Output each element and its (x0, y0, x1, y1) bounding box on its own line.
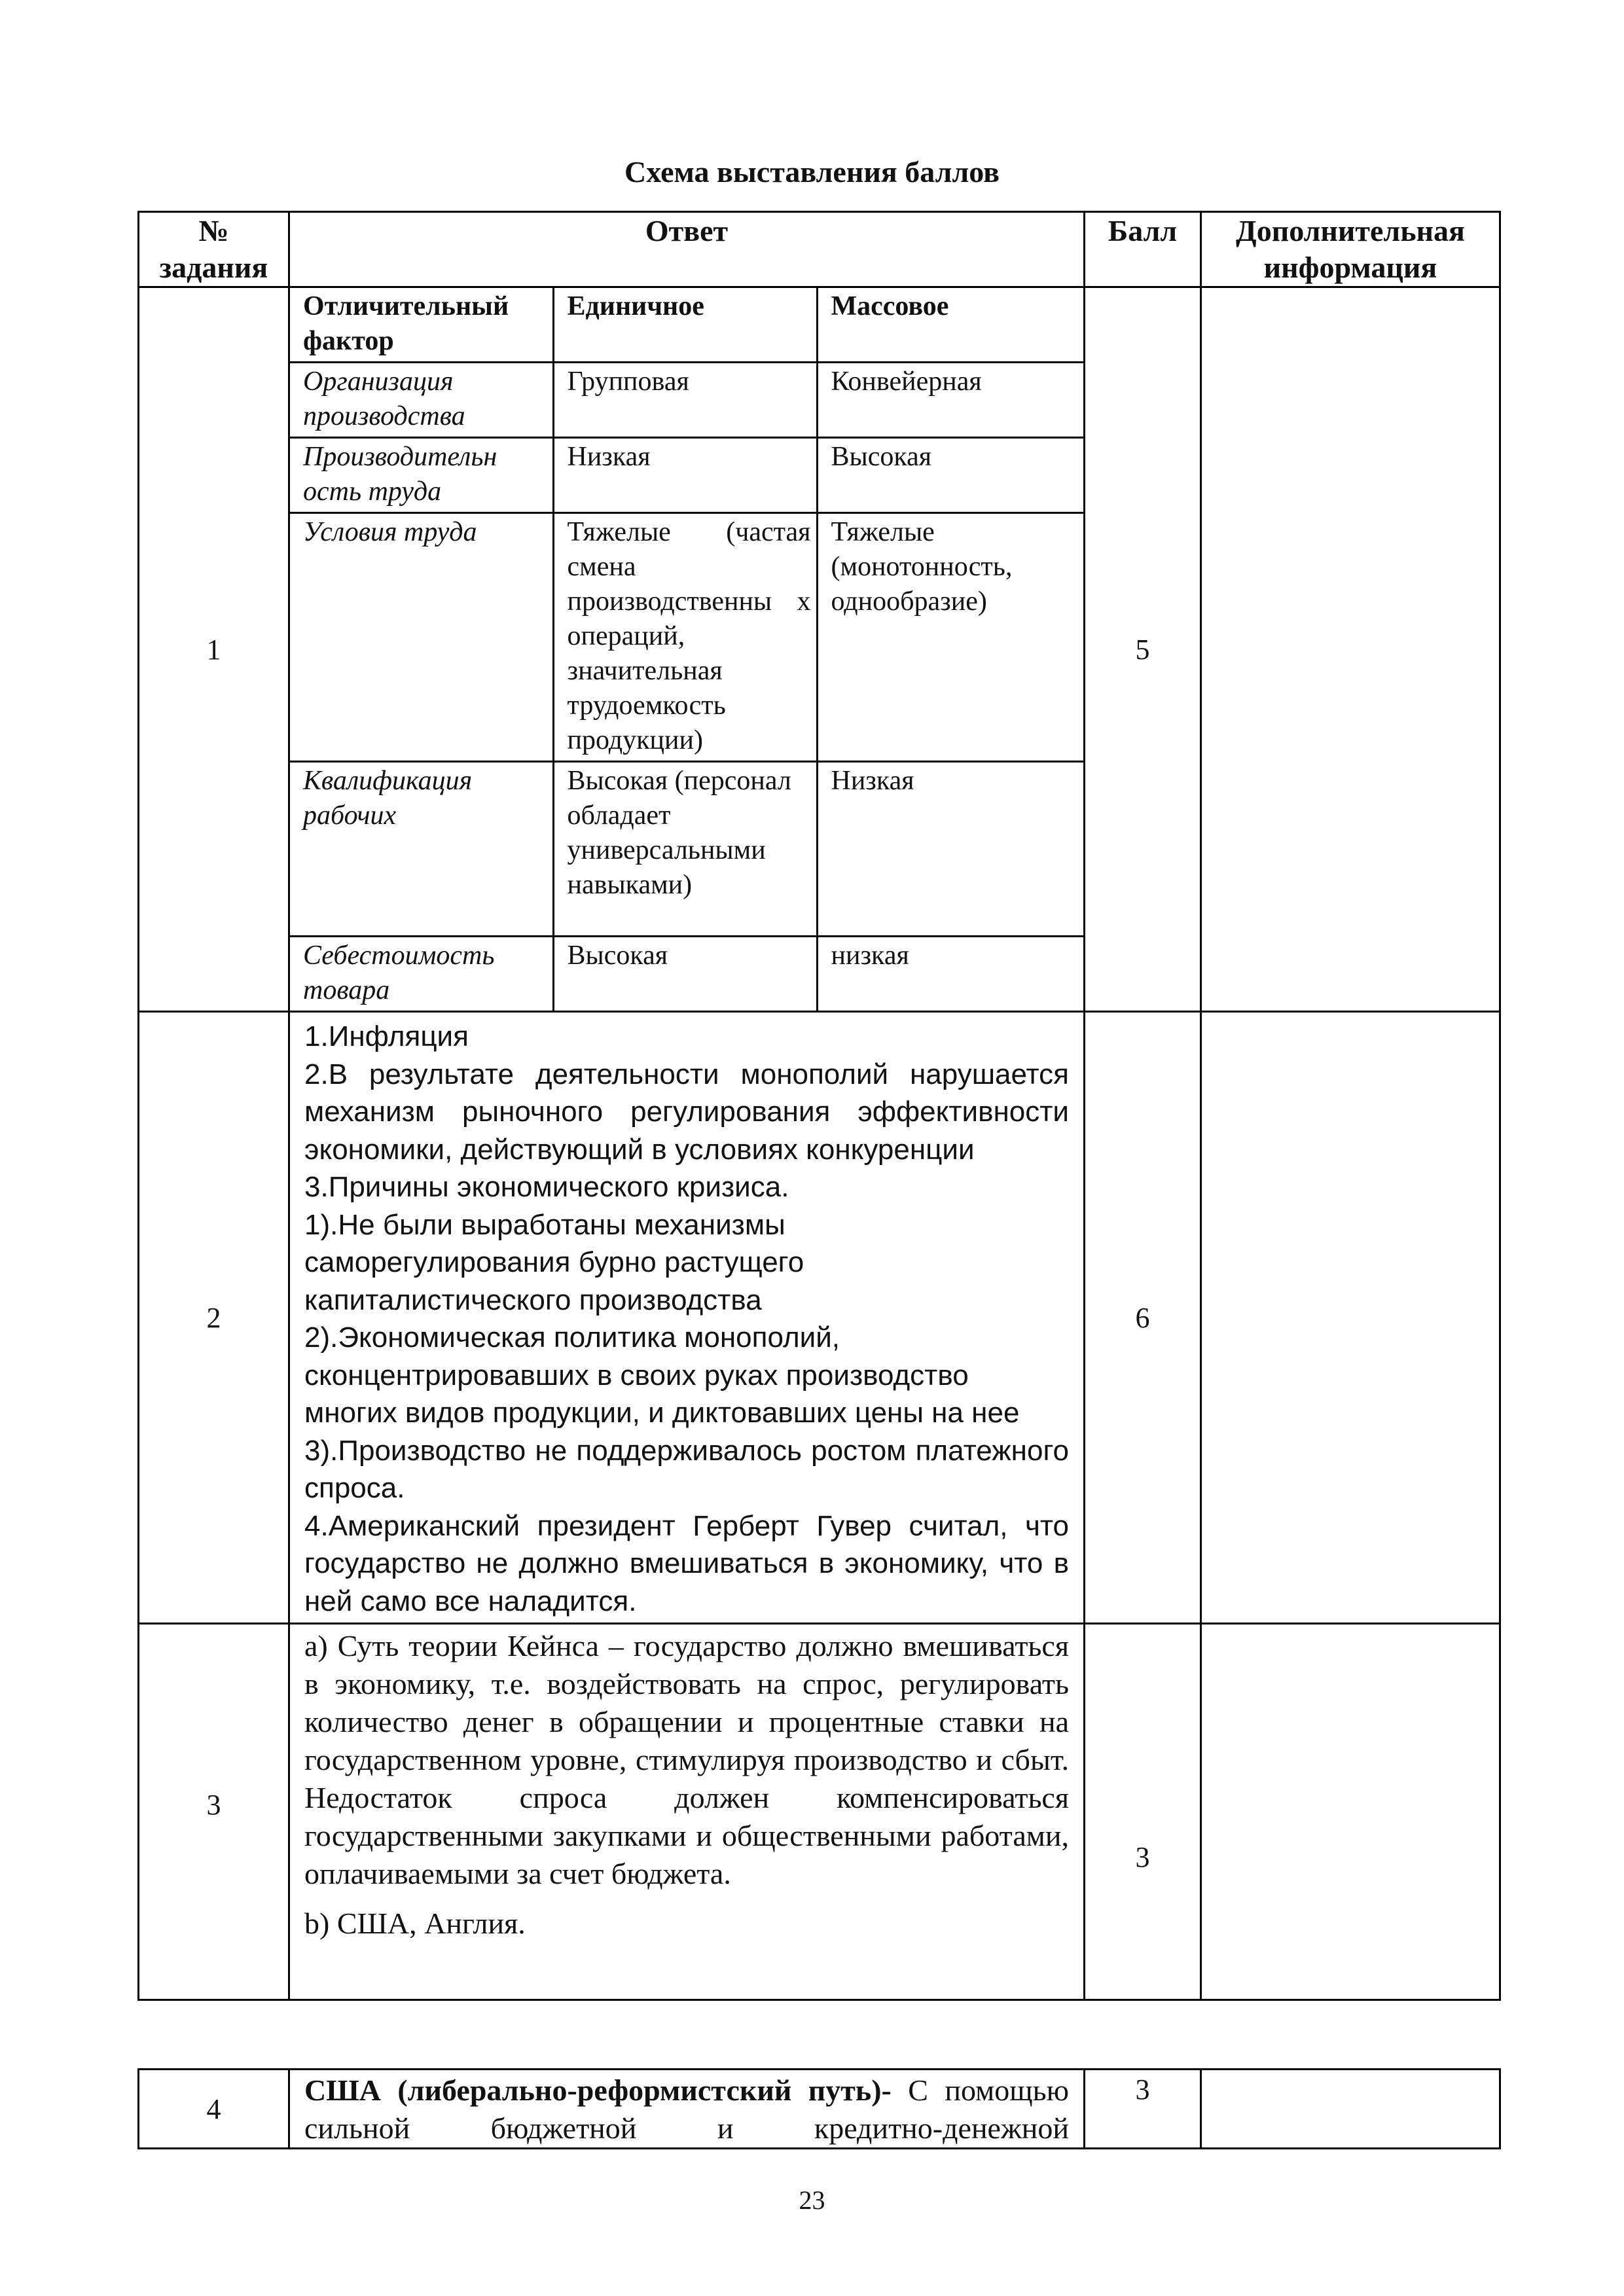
factor-cell: Производительн ость труда (290, 438, 553, 513)
comparison-row (290, 513, 1085, 762)
comparison-row (290, 363, 1085, 438)
header-task-number (139, 212, 289, 287)
header-answer: Ответ (289, 212, 1085, 287)
task-info (1201, 2070, 1500, 2149)
header-info-line2: информация (1263, 251, 1437, 284)
task-number: 3 (139, 1624, 289, 2000)
task-info (1201, 287, 1500, 1012)
task-score: 6 (1085, 1012, 1201, 1624)
answer-text: С помощью сильной бюджетной и кредитно-денежной (304, 2073, 1069, 2145)
header-info (1201, 212, 1500, 287)
answer-line: саморегулирования бурно растущего (304, 1246, 804, 1278)
mass-cell: Тяжелые (монотонность, однообразие) (817, 513, 1085, 762)
task-number: 2 (139, 1012, 289, 1624)
page-title: Схема выставления баллов (624, 155, 1000, 188)
task-info (1201, 1624, 1500, 2000)
task-score: 5 (1085, 287, 1201, 1012)
answer-line: 2.В результате деятельности монополий нарушается механизм рыночного регулирования эффективности экономики, действующий в условиях конкуренции (304, 1058, 1069, 1166)
header-row (139, 212, 1500, 287)
answer-line: сконцентрировавших в своих руках производство (304, 1359, 969, 1391)
task-info (1201, 1012, 1500, 1624)
single-cell: Высокая (553, 937, 817, 1011)
task2-answer (289, 1012, 1085, 1624)
answer-bold: США (либерально-реформистский путь)- (304, 2073, 892, 2107)
mass-cell: Конвейерная (817, 363, 1085, 438)
task-score: 3 (1085, 2070, 1201, 2149)
comparison-row (290, 937, 1085, 1011)
page-number: 23 (799, 2185, 825, 2215)
mass-cell: Высокая (817, 438, 1085, 513)
factor-cell: Организация производства (290, 363, 553, 438)
header-num-line2: задания (159, 251, 268, 284)
header-num-line1: № (198, 214, 229, 247)
mass-cell: низкая (817, 937, 1085, 1011)
answer-line: 1).Не были выработаны механизмы (304, 1208, 785, 1241)
single-cell: Высокая (персонал обладает универсальными навыками) (553, 762, 817, 937)
comparison-table (290, 288, 1085, 1011)
task3-answer (289, 1624, 1085, 2000)
factor-cell: Квалификация рабочих (290, 762, 553, 937)
task-row-2 (139, 1012, 1500, 1624)
answer-line: многих видов продукции, и диктовавших цены на нее (304, 1397, 1020, 1429)
task1-answer (289, 287, 1085, 1012)
answer-line: 1.Инфляция (304, 1020, 469, 1052)
task-score: 3 (1085, 1624, 1201, 2000)
answer-part-a: а) Суть теории Кейнса – государство должно вмешиваться в экономику, т.е. воздействовать на спрос, регулировать количество денег в обращении и процентные ставки на государственном уровне, стимулируя производство и сбыт. Недостаток спроса должен компенсироваться государственными закупками и общественными работами, оплачиваемыми за счет бюджета. (304, 1629, 1069, 1890)
comparison-row (290, 762, 1085, 937)
answer-line: 4.Американский президент Герберт Гувер считал, что государство не должно вмешиваться в экономику, что в ней само все наладится. (304, 1509, 1069, 1617)
scoring-table (137, 211, 1501, 2001)
single-cell: Групповая (553, 363, 817, 438)
task4-answer (289, 2070, 1085, 2149)
task-number: 4 (139, 2070, 289, 2149)
header-score: Балл (1085, 212, 1201, 287)
task-number: 1 (139, 287, 289, 1012)
answer-line: 3).Производство не поддерживалось ростом платежного спроса. (304, 1434, 1069, 1504)
scoring-table-continued (137, 2068, 1501, 2149)
factor-cell: Себестоимость товара (290, 937, 553, 1011)
single-cell: Тяжелые (частая смена производственны х операций, значительная трудоемкость продукции) (553, 513, 817, 762)
single-cell: Низкая (553, 438, 817, 513)
comparison-head-single: Единичное (553, 288, 817, 363)
comparison-row (290, 438, 1085, 513)
task-row-4 (139, 2070, 1500, 2149)
task-row-1 (139, 287, 1500, 1012)
answer-line: капиталистического производства (304, 1283, 762, 1316)
mass-cell: Низкая (817, 762, 1085, 937)
comparison-header-row (290, 288, 1085, 363)
header-info-line1: Дополнительная (1236, 214, 1465, 247)
answer-part-b: b) США, Англия. (304, 1907, 526, 1940)
comparison-head-mass: Массовое (817, 288, 1085, 363)
task-row-3 (139, 1624, 1500, 2000)
factor-cell: Условия труда (290, 513, 553, 762)
comparison-head-factor: Отличительный фактор (290, 288, 553, 363)
answer-line: 2).Экономическая политика монополий, (304, 1321, 840, 1354)
answer-line: 3.Причины экономического кризиса. (304, 1171, 789, 1203)
